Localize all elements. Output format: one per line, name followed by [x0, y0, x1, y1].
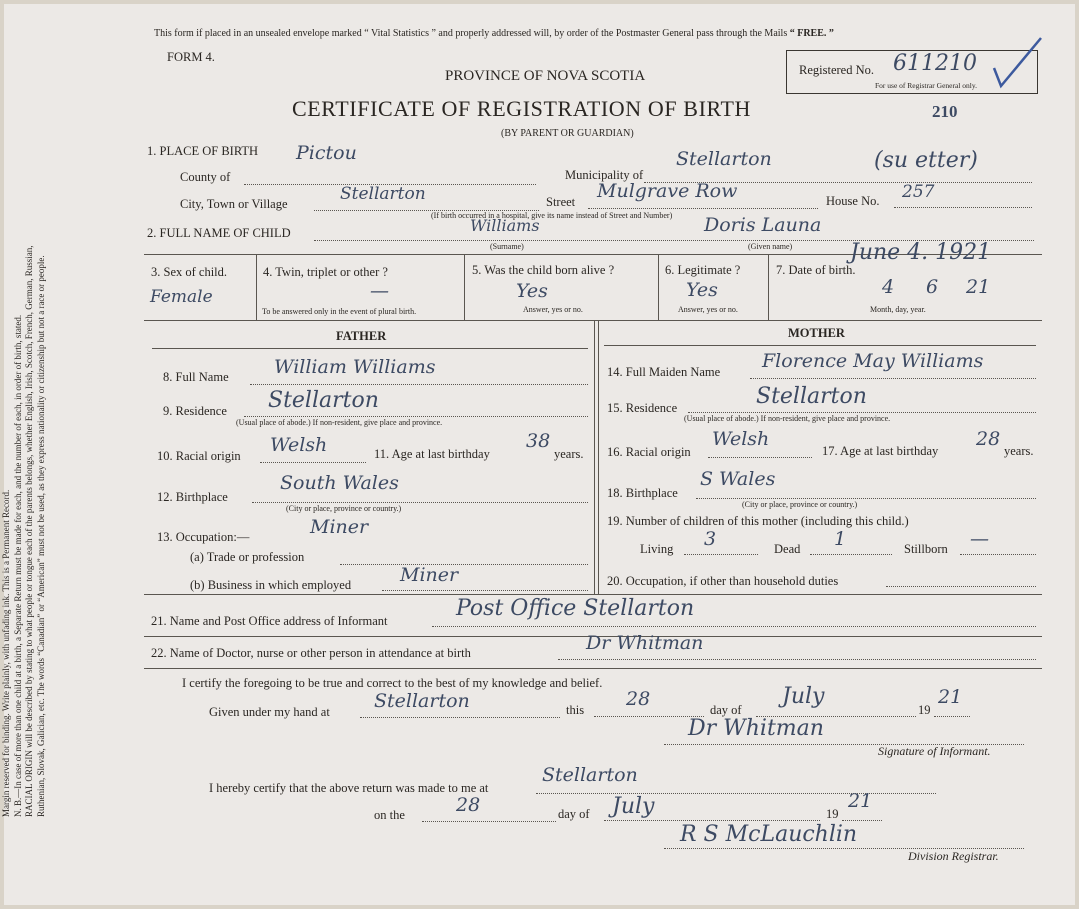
registrar-use: For use of Registrar General only.: [875, 81, 977, 90]
dob-day: 6: [926, 276, 939, 298]
father-business-value: Miner: [400, 564, 459, 586]
day-of-label: day of: [710, 703, 742, 717]
registrar-day: 28: [456, 794, 481, 816]
mother-racial-value: Welsh: [712, 428, 770, 450]
father-birthplace-value: South Wales: [280, 472, 399, 494]
given-place: Stellarton: [374, 690, 470, 712]
registrar-statement: I hereby certify that the above return was made to me at: [209, 781, 489, 795]
mother-birthplace-note: (City or place, province or country.): [742, 500, 858, 509]
side-notes: [1, 117, 47, 817]
legitimate-label: 6. Legitimate ?: [665, 263, 741, 277]
mother-age-unit: years.: [1004, 444, 1034, 458]
father-name-label: 8. Full Name: [163, 370, 229, 384]
twin-value: —: [370, 280, 389, 302]
alive-label: 5. Was the child born alive ?: [472, 263, 615, 277]
informant-signature: Dr Whitman: [688, 716, 824, 741]
dob-year: 21: [966, 276, 991, 298]
father-name-value: William Williams: [274, 356, 436, 378]
side-note-line: RACIAL ORIGIN will be described by stating to what people or tongue each of the parents belongs, whether English, Irish, Scotch, French, German, Russian,: [24, 245, 34, 817]
certificate-page: [1, 4, 1075, 905]
registrar-month: July: [612, 794, 655, 819]
side-note-line: Ruthenian, Slovak, Galician, etc. The words “Canadian” or “American” must not be used, as they express nationality or citizenship but not a race or people.: [35, 255, 46, 817]
father-racial-value: Welsh: [270, 434, 328, 456]
father-age-label: 11. Age at last birthday: [374, 447, 490, 461]
city-value: Stellarton: [340, 184, 426, 204]
given-under-label: Given under my hand at: [209, 705, 330, 719]
father-age-value: 38: [526, 430, 551, 452]
living-value: 3: [704, 528, 717, 550]
living-label: Living: [640, 542, 674, 556]
mother-racial-label: 16. Racial origin: [607, 445, 691, 459]
certify-year-prefix: 19: [918, 703, 931, 717]
mother-residence-value: Stellarton: [756, 384, 867, 409]
father-heading: FATHER: [336, 329, 387, 343]
province: PROVINCE OF NOVA SCOTIA: [445, 68, 646, 84]
twin-note: To be answered only in the event of plural birth.: [262, 307, 417, 316]
mother-heading: MOTHER: [788, 326, 845, 340]
doctor-value: Dr Whitman: [586, 632, 704, 654]
county-value: Pictou: [296, 142, 357, 164]
mail-free: “ FREE. ”: [789, 28, 834, 39]
sex-value: Female: [150, 287, 213, 307]
municipality-value: Stellarton: [676, 148, 772, 170]
on-the-label: on the: [374, 808, 405, 822]
father-birthplace-label: 12. Birthplace: [157, 490, 228, 504]
mother-residence-label: 15. Residence: [607, 401, 678, 415]
mail-notice: [154, 28, 834, 39]
registrar-place: Stellarton: [542, 764, 638, 786]
doctor-label: 22. Name of Doctor, nurse or other person in attendance at birth: [151, 646, 471, 660]
informant-label: 21. Name and Post Office address of Informant: [151, 614, 388, 628]
check-mark-icon: [989, 34, 1049, 94]
dob-note: Month, day, year.: [870, 305, 926, 314]
father-residence-note: (Usual place of abode.) If non-resident, give place and province.: [236, 418, 443, 427]
father-birthplace-note: (City or place, province or country.): [286, 504, 402, 513]
certify-month: July: [782, 684, 825, 709]
registrar-signature: R S McLauchlin: [680, 822, 858, 847]
legitimate-note: Answer, yes or no.: [678, 305, 738, 314]
mother-name-value: Florence May Williams: [762, 350, 984, 372]
father-residence-value: Stellarton: [268, 388, 379, 413]
surname-caption: (Surname): [490, 242, 524, 251]
stillborn-value: —: [970, 528, 989, 550]
municipality-note: (su etter): [874, 148, 978, 173]
legitimate-value: Yes: [686, 279, 718, 301]
registrar-caption: Division Registrar.: [908, 849, 999, 863]
house-label: House No.: [826, 194, 880, 208]
certify-year: 21: [938, 686, 963, 708]
father-occupation-value: Miner: [310, 516, 369, 538]
place-of-birth-label: 1. PLACE OF BIRTH: [147, 144, 259, 158]
dob-month: 4: [882, 276, 895, 298]
side-note-line: Margin reserved for binding. Write plainly, with unfading ink. This is a Permanent Record.: [1, 489, 11, 817]
mother-birthplace-label: 18. Birthplace: [607, 486, 678, 500]
house-value: 257: [902, 182, 935, 202]
twin-label: 4. Twin, triplet or other ?: [263, 265, 388, 279]
mother-residence-note: (Usual place of abode.) If non-resident, give place and province.: [684, 414, 891, 423]
hospital-note: (If birth occurred in a hospital, give its name instead of Street and Number): [431, 211, 673, 220]
certify-statement: I certify the foregoing to be true and correct to the best of my knowledge and belief.: [182, 676, 603, 690]
father-business-label: (b) Business in which employed: [190, 578, 352, 592]
mother-age-value: 28: [976, 428, 1001, 450]
given-name-caption: (Given name): [748, 242, 793, 251]
stillborn-label: Stillborn: [904, 542, 948, 556]
registered-value: 611210: [893, 51, 977, 76]
dob-written: June 4. 1921: [850, 240, 992, 265]
father-trade-label: (a) Trade or profession: [190, 550, 305, 564]
alive-value: Yes: [516, 280, 548, 302]
child-given-name: Doris Launa: [704, 214, 822, 236]
child-surname: Williams: [470, 216, 540, 235]
side-note-line: N. B.—In case of more than one child at a birth, a Separate Return must be made for each, and the number of each, in order of birth, stated.: [12, 314, 23, 817]
page-title: CERTIFICATE OF REGISTRATION OF BIRTH: [292, 96, 751, 121]
registrar-year: 21: [848, 790, 873, 812]
city-label: City, Town or Village: [180, 197, 288, 211]
father-age-unit: years.: [554, 447, 584, 461]
form-number: FORM 4.: [167, 50, 215, 64]
mother-age-label: 17. Age at last birthday: [822, 444, 939, 458]
child-name-label: 2. FULL NAME OF CHILD: [147, 226, 291, 240]
dob-label: 7. Date of birth.: [776, 263, 856, 277]
dead-label: Dead: [774, 542, 801, 556]
registrar-day-of-label: day of: [558, 807, 590, 821]
father-residence-label: 9. Residence: [163, 404, 227, 418]
county-label: County of: [180, 170, 231, 184]
sex-label: 3. Sex of child.: [151, 265, 228, 279]
registrar-year-prefix: 19: [826, 807, 839, 821]
father-racial-label: 10. Racial origin: [157, 449, 241, 463]
alive-note: Answer, yes or no.: [523, 305, 583, 314]
subtitle: (BY PARENT OR GUARDIAN): [501, 128, 634, 139]
informant-signature-caption: Signature of Informant.: [878, 744, 991, 758]
street-label: Street: [546, 195, 576, 209]
stamp-mark: 210: [932, 102, 958, 121]
this-label: this: [566, 703, 585, 717]
father-occupation-label: 13. Occupation:—: [157, 530, 250, 544]
certify-day: 28: [626, 688, 651, 710]
mail-notice-text: This form if placed in an unsealed envelope marked “ Vital Statistics ” and properly addressed will, by order of the Postmaster General pass through the Mails: [154, 28, 788, 39]
dead-value: 1: [834, 528, 847, 550]
municipality-label: Municipality of: [565, 168, 644, 182]
street-value: Mulgrave Row: [597, 180, 738, 202]
mother-name-label: 14. Full Maiden Name: [607, 365, 721, 379]
informant-value: Post Office Stellarton: [456, 596, 695, 621]
mother-children-label: 19. Number of children of this mother (including this child.): [607, 514, 909, 528]
mother-birthplace-value: S Wales: [700, 468, 776, 490]
registered-label: Registered No.: [799, 63, 874, 77]
mother-occupation-label: 20. Occupation, if other than household duties: [607, 574, 839, 588]
